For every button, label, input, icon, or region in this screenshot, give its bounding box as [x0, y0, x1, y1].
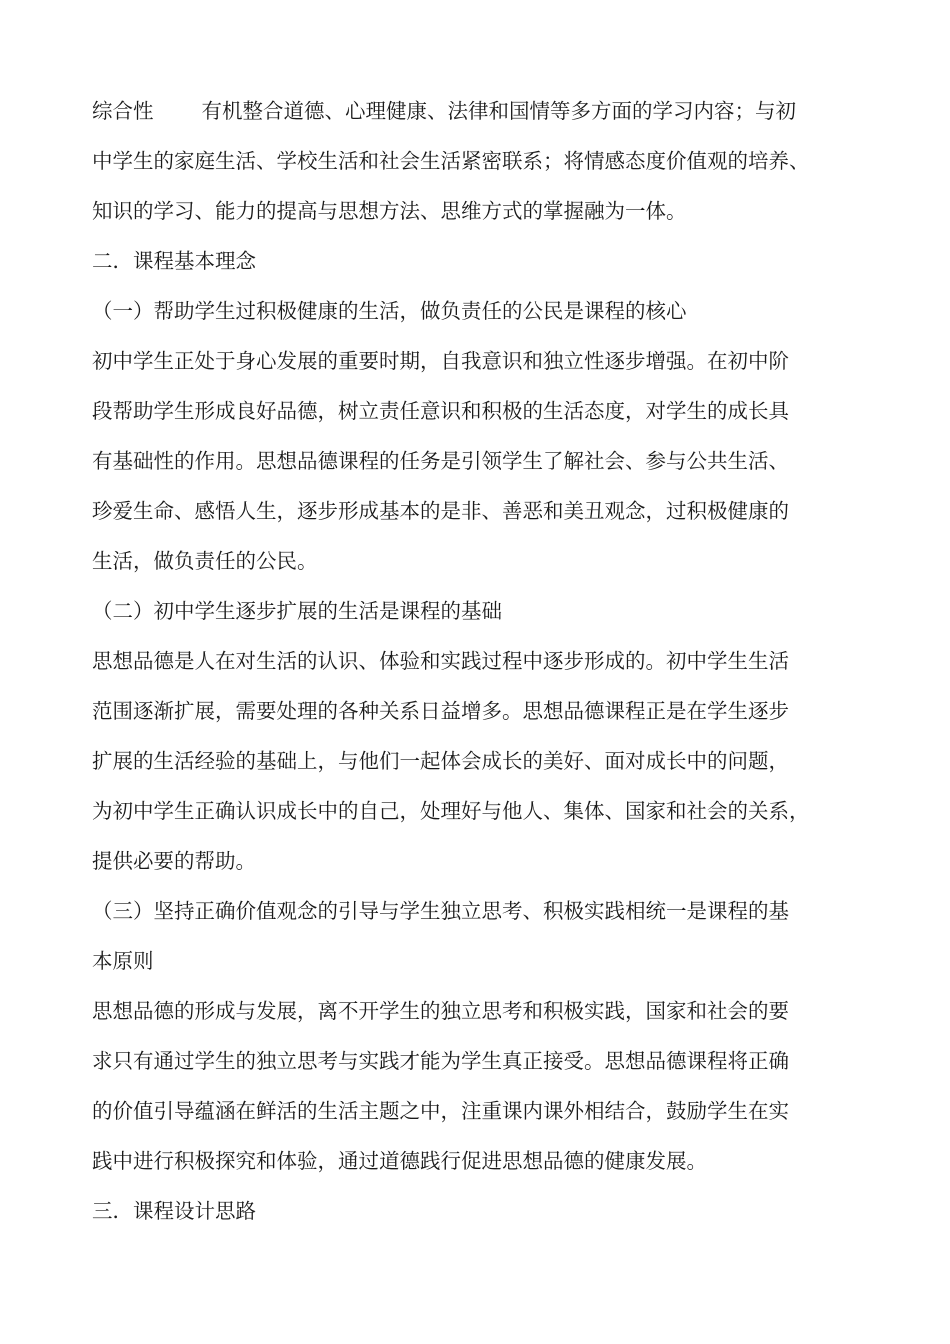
subsection-1-line: 生活，做负责任的公民。 [92, 549, 318, 573]
subsection-1-heading: （一）帮助学生过积极健康的生活，做负责任的公民是课程的核心 [92, 299, 687, 323]
subsection-3-line: 思想品德的形成与发展，离不开学生的独立思考和积极实践，国家和社会的要 [92, 999, 789, 1023]
section-3-heading: 三．课程设计思路 [92, 1199, 256, 1223]
intro-line-2: 中学生的家庭生活、学校生活和社会生活紧密联系；将情感态度价值观的培养、 [92, 149, 810, 173]
subsection-2-line: 提供必要的帮助。 [92, 849, 256, 873]
subsection-3-line: 践中进行积极探究和体验，通过道德践行促进思想品德的健康发展。 [92, 1149, 707, 1173]
subsection-3-heading-cont: 本原则 [92, 949, 154, 973]
subsection-3-heading: （三）坚持正确价值观念的引导与学生独立思考、积极实践相统一是课程的基 [92, 899, 789, 923]
intro-line-3: 知识的学习、能力的提高与思想方法、思维方式的掌握融为一体。 [92, 199, 687, 223]
intro-line-1 [92, 92, 858, 130]
subsection-1-line: 有基础性的作用。思想品德课程的任务是引领学生了解社会、参与公共生活、 [92, 449, 789, 473]
subsection-2-line: 思想品德是人在对生活的认识、体验和实践过程中逐步形成的。初中学生生活 [92, 649, 789, 673]
subsection-2-line: 扩展的生活经验的基础上，与他们一起体会成长的美好、面对成长中的问题， [92, 749, 789, 773]
section-2-heading: 二．课程基本理念 [92, 249, 256, 273]
subsection-3-line: 求只有通过学生的独立思考与实践才能为学生真正接受。思想品德课程将正确 [92, 1049, 789, 1073]
subsection-1-line: 初中学生正处于身心发展的重要时期，自我意识和独立性逐步增强。在初中阶 [92, 349, 789, 373]
document-page [92, 92, 858, 1242]
subsection-2-line: 为初中学生正确认识成长中的自己，处理好与他人、集体、国家和社会的关系， [92, 799, 810, 823]
subsection-2-line: 范围逐渐扩展，需要处理的各种关系日益增多。思想品德课程正是在学生逐步 [92, 699, 789, 723]
subsection-1-line: 珍爱生命、感悟人生，逐步形成基本的是非、善恶和美丑观念，过积极健康的 [92, 499, 789, 523]
subsection-3-line: 的价值引导蕴涵在鲜活的生活主题之中，注重课内课外相结合，鼓励学生在实 [92, 1099, 789, 1123]
subsection-1-line: 段帮助学生形成良好品德，树立责任意识和积极的生活态度，对学生的成长具 [92, 399, 789, 423]
intro-text-1: 有机整合道德、心理健康、法律和国情等多方面的学习内容；与初 [201, 99, 796, 123]
intro-term: 综合性 [92, 99, 154, 123]
subsection-2-heading: （二）初中学生逐步扩展的生活是课程的基础 [92, 599, 502, 623]
